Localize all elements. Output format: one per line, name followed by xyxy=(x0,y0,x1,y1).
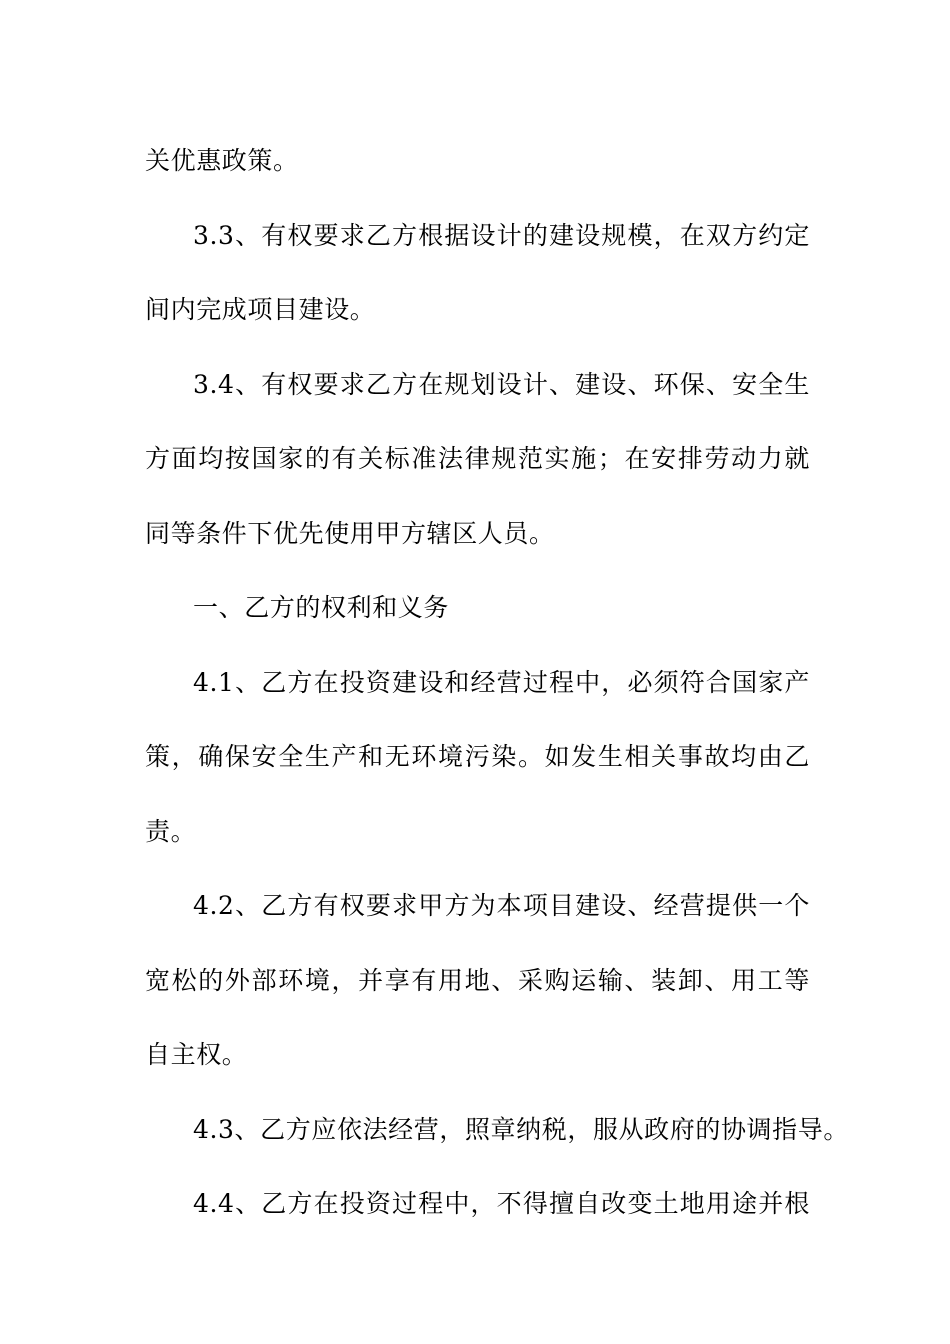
section-heading-party-b: 一、乙方的权利和义务 xyxy=(193,593,450,622)
paragraph-3-3-line-2: 间内完成项目建设。 xyxy=(145,295,376,324)
document-body xyxy=(145,124,849,1242)
text-line-continuation: 关优惠政策。 xyxy=(145,146,299,175)
paragraph-3-4-line-2: 方面均按国家的有关标准法律规范实施；在安排劳动力就 xyxy=(145,444,810,473)
paragraph-4-3-line-1: 4.3、乙方应依法经营，照章纳税，服从政府的协调指导。 xyxy=(193,1114,849,1144)
paragraph-4-1-line-2: 策，确保安全生产和无环境污染。如发生相关事故均由乙 xyxy=(145,742,810,771)
paragraph-4-1-line-1: 4.1、乙方在投资建设和经营过程中，必须符合国家产 xyxy=(193,667,810,697)
paragraph-4-1-line-3: 责。 xyxy=(145,816,197,846)
paragraph-3-4-line-3: 同等条件下优先使用甲方辖区人员。 xyxy=(145,518,555,548)
paragraph-3-3-line-1: 3.3、有权要求乙方根据设计的建设规模，在双方约定 xyxy=(193,220,810,250)
paragraph-4-2-line-2: 宽松的外部环境，并享有用地、采购运输、装卸、用工等 xyxy=(145,965,810,995)
paragraph-4-4-line-1: 4.4、乙方在投资过程中，不得擅自改变土地用途并根 xyxy=(193,1189,810,1218)
paragraph-4-2-line-3: 自主权。 xyxy=(145,1040,248,1069)
paragraph-4-2-line-1: 4.2、乙方有权要求甲方为本项目建设、经营提供一个 xyxy=(193,891,810,920)
paragraph-3-4-line-1: 3.4、有权要求乙方在规划设计、建设、环保、安全生 xyxy=(193,369,810,399)
